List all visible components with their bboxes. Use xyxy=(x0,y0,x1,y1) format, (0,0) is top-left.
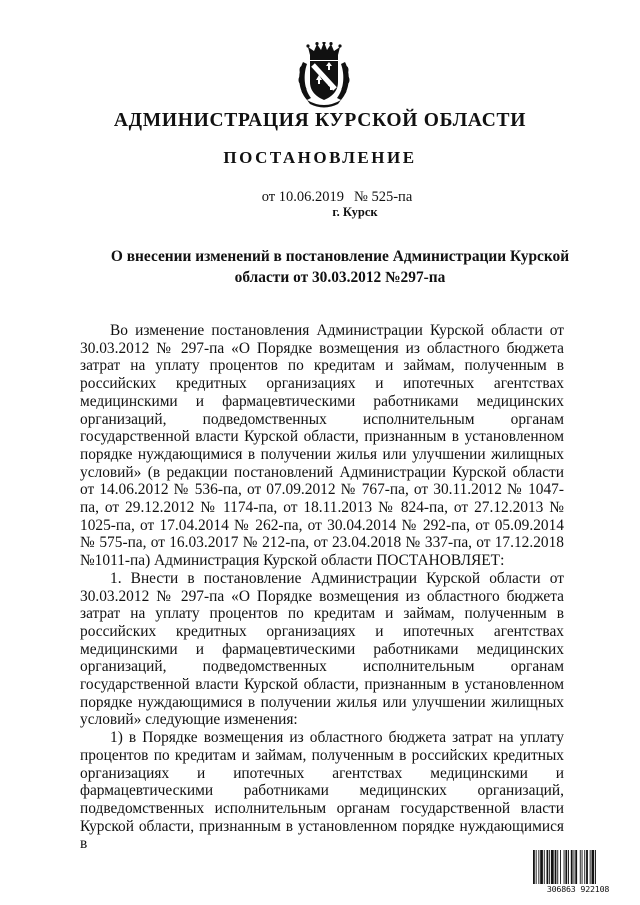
document-type: ПОСТАНОВЛЕНИЕ xyxy=(223,148,417,167)
body-paragraph: 1) в Порядке возмещения из областного бюджета затрат на уплату процентов по кредитам и займам, полученным в российских кредитных организациях и ипотечных агентствах медицинскими и фармацевтическими работниками медицинских организаций, подведомственных исполнительным органам государственной власти Курской области, признанным в установленном порядке нуждающимися в xyxy=(80,729,564,853)
document-meta xyxy=(0,190,640,220)
coat-of-arms-icon xyxy=(295,42,353,108)
body-paragraph: 1. Внести в постановление Администрации Курской области от 30.03.2012 № 297-па «О Порядке возмещения из областного бюджета затрат на уплату процентов по кредитам и займам, полученным в российских кредитных организациях и ипотечных агентствах медицинскими и фармацевтическими работниками медицинских организаций, подведомственных исполнительным органам государственной власти Курской области, признанным в установленном порядке нуждающимися в получении жилья или улучшении жилищных условий» следующие изменения: xyxy=(80,569,564,729)
document-body xyxy=(80,322,564,853)
date-number-line xyxy=(34,190,640,205)
barcode-number: 306863 922108 xyxy=(546,884,610,894)
barcode xyxy=(532,850,624,894)
document-date: от 10.06.2019 xyxy=(261,189,345,205)
organization-title: АДМИНИСТРАЦИЯ КУРСКОЙ ОБЛАСТИ xyxy=(113,110,527,131)
body-paragraph: Во изменение постановления Администрации Курской области от 30.03.2012 № 297-па «О Порядке возмещения из областного бюджета затрат на уплату процентов по кредитам и займам, полученным в российских кредитных организациях и ипотечных агентствах медицинскими и фармацевтическими работниками медицинских организаций, подведомственных исполнительным органам государственной власти Курской области, признанным в установленном порядке нуждающимися в получении жилья или улучшении жилищных условий» (в редакции постановлений Администрации Курской области от 14.06.2012 № 536-па, от 07.09.2012 № 767-па, от 30.11.2012 № 1047-па, от 29.12.2012 № 1174-па, от 18.11.2013 № 824-па, от 27.12.2013 № 1025-па, от 17.04.2014 № 262-па, от 30.04.2014 № 292-па, от 05.09.2014 № 575-па, от 16.03.2017 № 212-па, от 23.04.2018 № 337-па, от 17.12.2018 №1011-па) Администрация Курской области ПОСТАНОВЛЯЕТ: xyxy=(80,322,564,570)
document-city: г. Курск xyxy=(332,205,378,219)
document-subject: О внесении изменений в постановление Администрации Курской области от 30.03.2012 №297-па xyxy=(110,248,570,286)
document-number: № 525-па xyxy=(354,189,413,205)
barcode-bars-icon xyxy=(532,850,624,884)
